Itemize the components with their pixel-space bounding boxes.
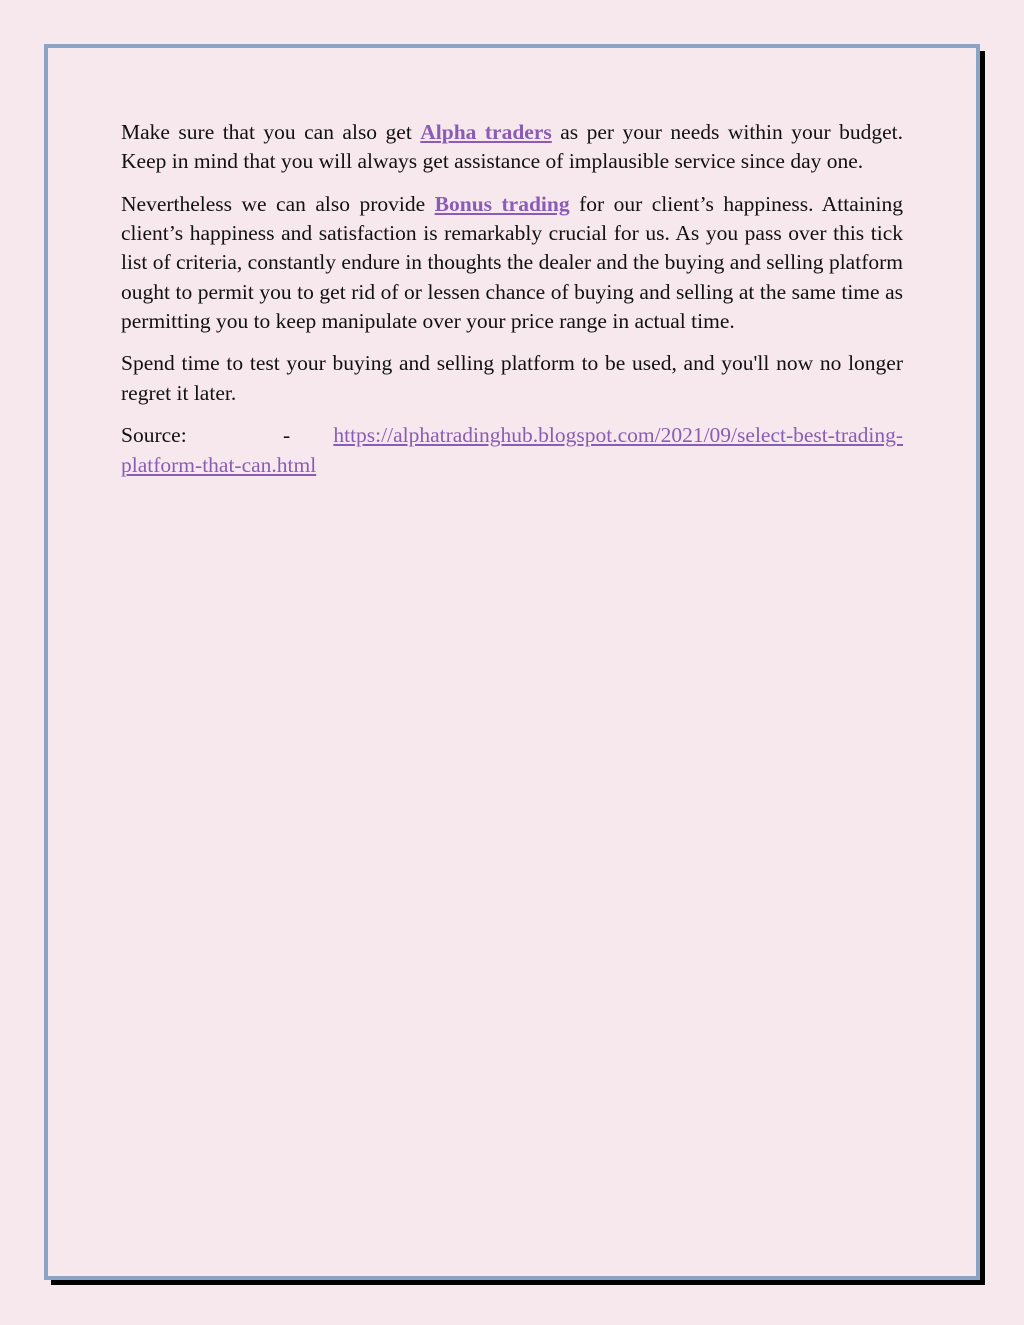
- paragraph-text: as per your needs within your budget. Keep in mind that you will always get assistance of implausible service since day one.: [121, 120, 903, 174]
- source-line: [121, 421, 903, 479]
- bonus-trading-link[interactable]: Bonus trading: [434, 191, 570, 216]
- source-dash: -: [283, 423, 291, 448]
- source-label: Source:: [121, 423, 187, 448]
- source-url-link[interactable]: https://alphatradinghub.blogspot.com/2021/09/select-best-trading-platform-that-can.html: [121, 423, 903, 477]
- paragraph-text: Make sure that you can also get: [121, 120, 421, 144]
- alpha-traders-link[interactable]: Alpha traders: [420, 120, 552, 144]
- paragraph-text: Nevertheless we can also provide: [121, 191, 435, 216]
- paragraph-alpha-traders: [121, 118, 903, 176]
- document-body: [121, 118, 903, 493]
- paragraph-text: for our client’s happiness. Attaining client’s happiness and satisfaction is remarkably crucial for us. As you pass over this tick list of criteria, constantly endure in thoughts the dealer and the buying and selling platform ought to permit you to get rid of or lessen chance of buying and selling at the same time as permitting you to keep manipulate over your price range in actual time.: [121, 191, 903, 333]
- paragraph-spend-time: Spend time to test your buying and selling platform to be used, and you'll now no longer regret it later.: [121, 351, 903, 405]
- paragraph-bonus-trading: [121, 190, 903, 336]
